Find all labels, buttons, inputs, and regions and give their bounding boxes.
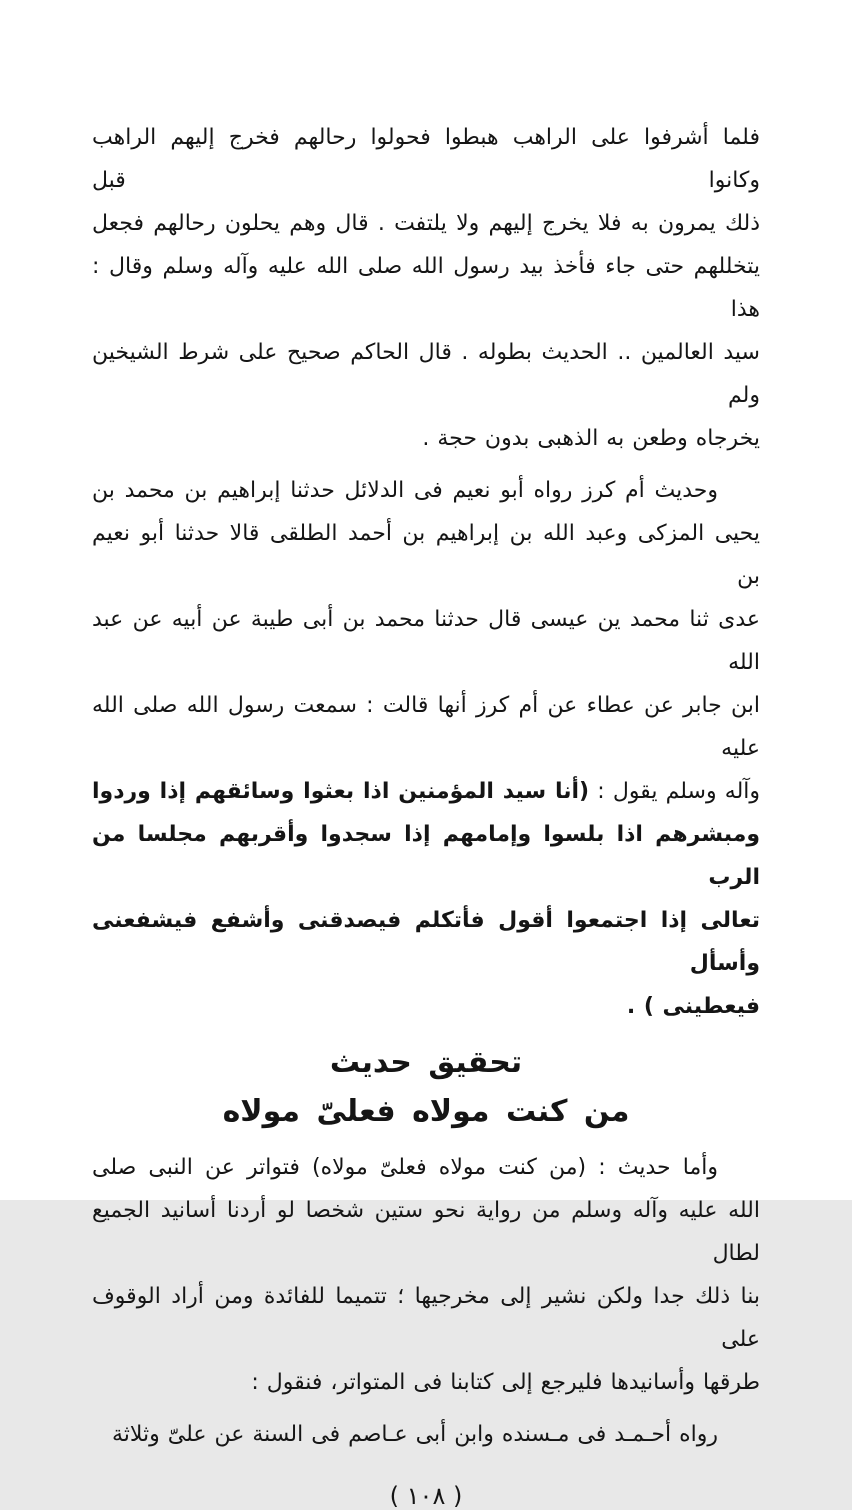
page-number: ( ١٠٨ ) [389,1482,463,1510]
body-line: رواه أحـمـد فى مـسنده وابن أبى عـاصم فى السنة عن علىّ وثلاثة [111,1422,718,1447]
body-line: يتخللهم حتى جاء فأخذ بيد رسول الله صلى الله عليه وآله وسلم وقال : هذا [92,254,760,322]
hadith-quote-end: فيعطينى ) . [626,994,760,1019]
body-line: بنا ذلك جدا ولكن نشير إلى مخرجيها ؛ تتميما للفائدة ومن أراد الوقوف على [92,1284,760,1352]
hadith-quote-line: تعالى إذا اجتمعوا أقول فأتكلم فيصدقنى وأشفع فيشفعنى وأسأل [92,908,760,976]
body-line: ذلك يمرون به فلا يخرج إليهم ولا يلتفت . قال وهم يحلون رحالهم فجعل [92,211,760,236]
paragraph-1 [92,116,760,460]
paragraph-2 [92,469,760,1028]
body-line: وحديث أم كرز رواه أبو نعيم فى الدلائل حدثنا إبراهيم بن محمد بن [92,478,718,503]
body-line: فلما أشرفوا على الراهب هبطوا فحولوا رحالهم فخرج إليهم الراهب وكانوا قبل [92,125,760,193]
body-line: عدى ثنا محمد ين عيسى قال حدثنا محمد بن أبى طيبة عن أبيه عن عبد الله [92,607,760,675]
heading-line-1: تحقيق حديث [329,1045,523,1080]
section-heading [92,1038,760,1136]
body-line: يخرجاه وطعن به الذهبى بدون حجة . [422,426,760,451]
hadith-quote-start: (أنا سيد المؤمنين اذا بعثوا وسائقهم إذا وردوا [92,779,590,804]
paragraph-3 [92,1146,760,1404]
quote-intro-text: وآله وسلم يقول : [589,779,761,804]
body-line: طرقها وأسانيدها فليرجع إلى كتابنا فى المتواتر، فنقول : [251,1370,760,1395]
heading-line-2: من كنت مولاه فعلىّ مولاه [222,1094,630,1129]
mixed-quote-line [92,770,760,813]
body-line: وأما حديث : (من كنت مولاه فعلىّ مولاه) فتواتر عن النبى صلى [92,1155,718,1180]
body-line: يحيى المزكى وعبد الله بن إبراهيم بن أحمد الطلقى قالا حدثنا أبو نعيم بن [92,521,760,589]
body-line: سيد العالمين .. الحديث بطوله . قال الحاكم صحيح على شرط الشيخين ولم [92,340,760,408]
hadith-quote-line: ومبشرهم اذا بلسوا وإمامهم إذا سجدوا وأقربهم مجلسا من الرب [92,822,760,890]
body-line: ابن جابر عن عطاء عن أم كرز أنها قالت : سمعت رسول الله صلى الله عليه [92,693,760,761]
paragraph-4 [92,1413,760,1456]
text-block [92,116,760,1510]
body-line: الله عليه وآله وسلم من رواية نحو ستين شخصا لو أردنا أسانيد الجميع لطال [92,1198,760,1266]
